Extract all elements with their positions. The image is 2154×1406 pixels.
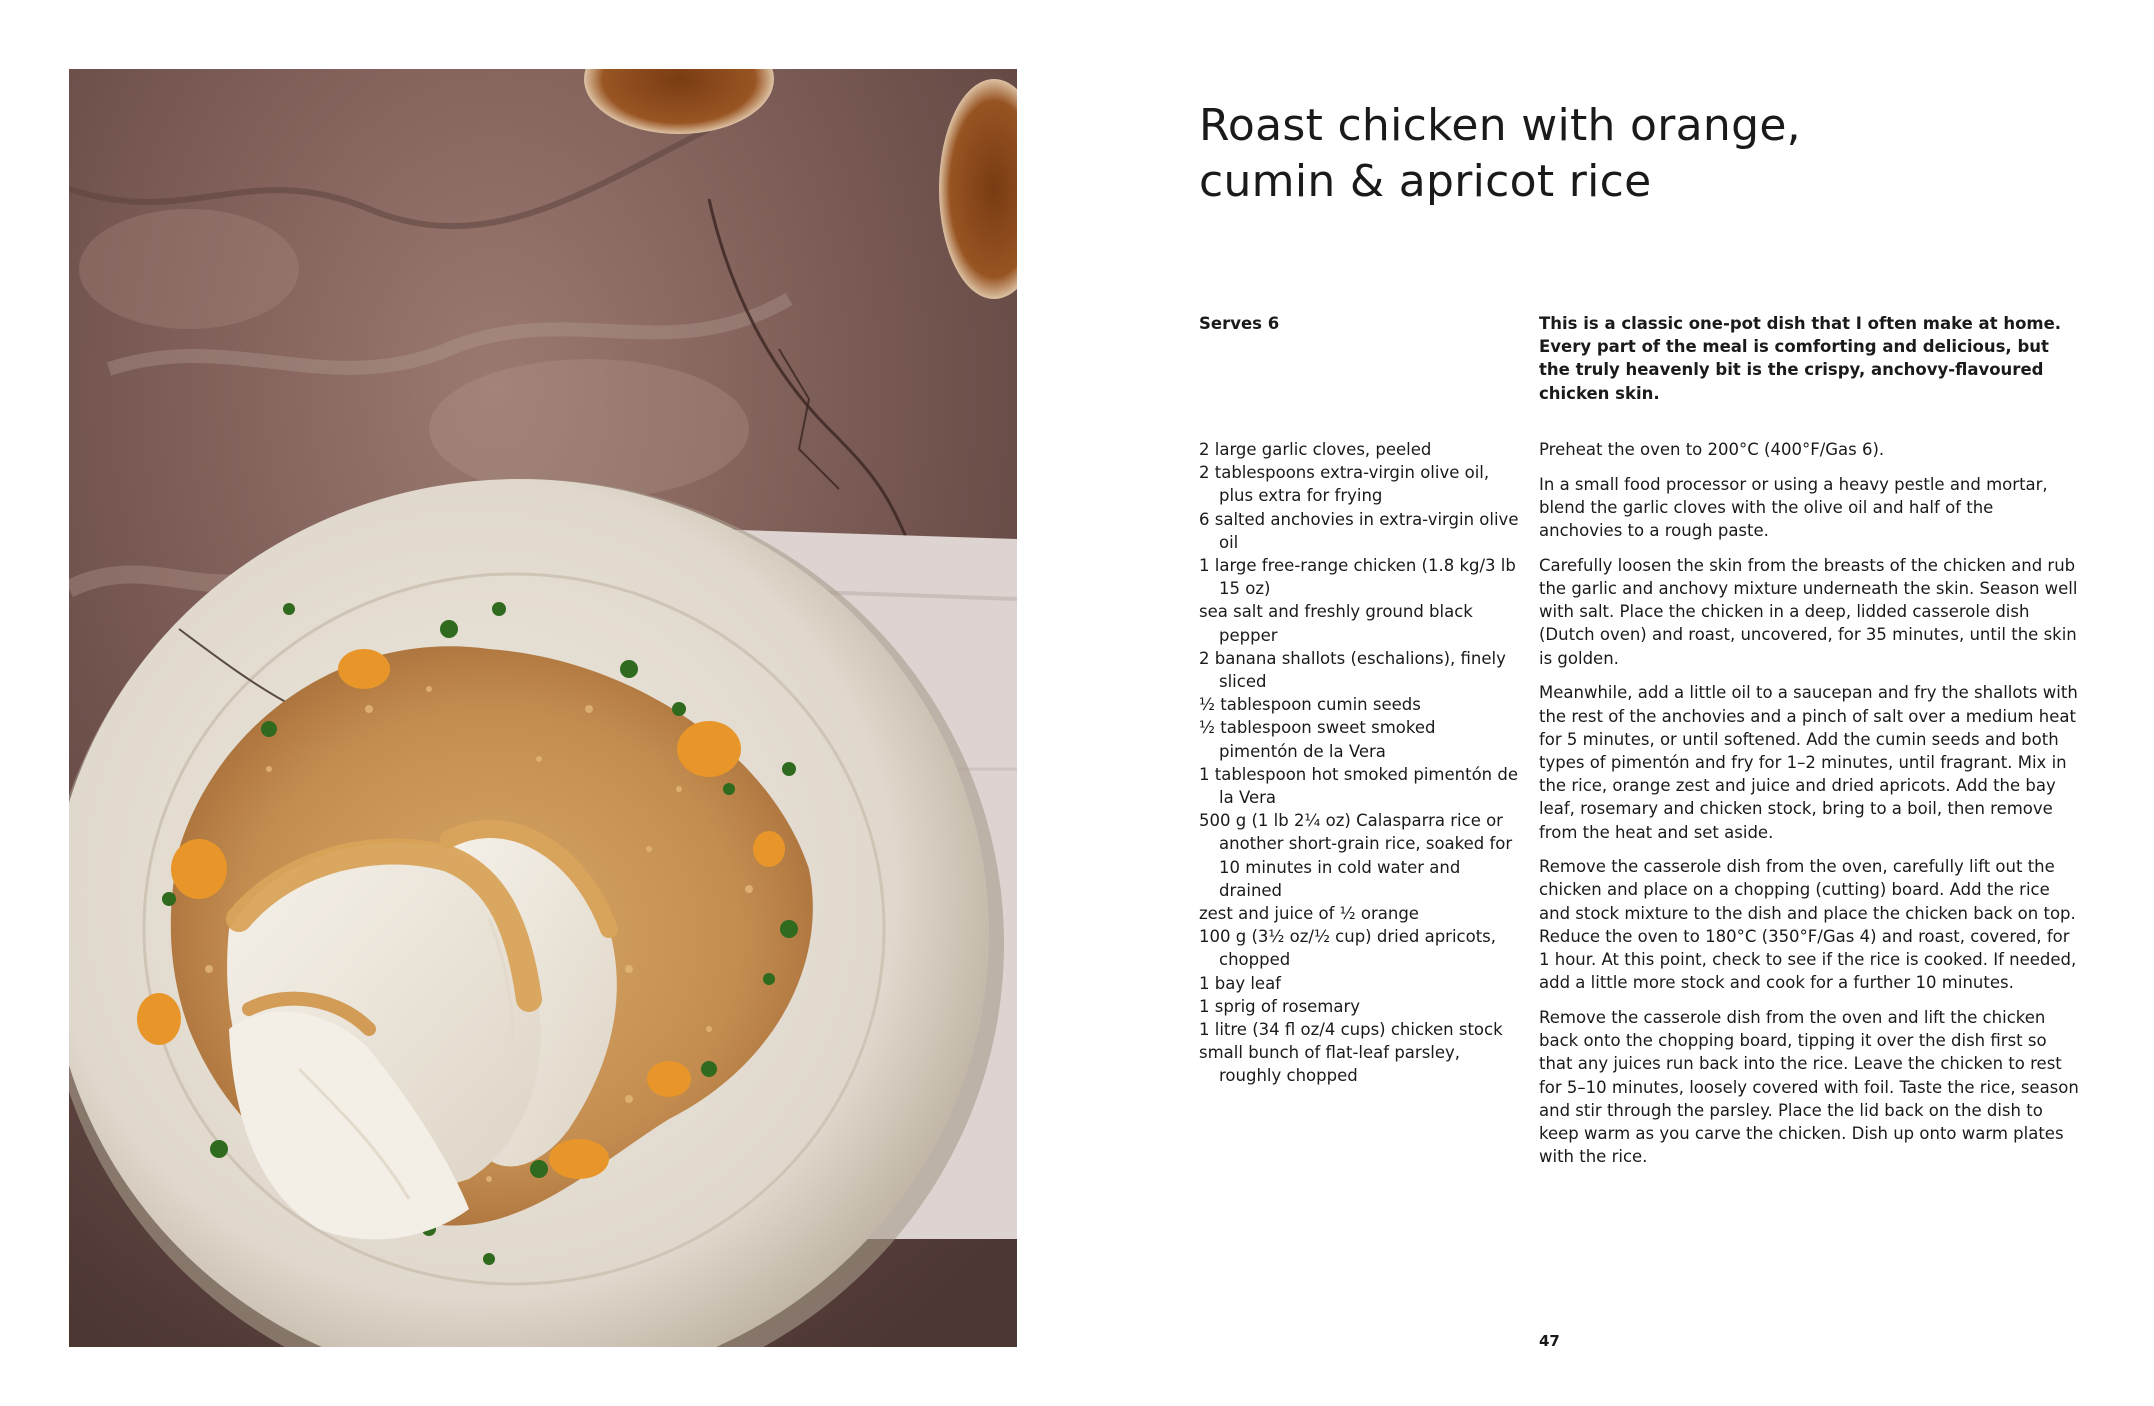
- page-number: 47: [1539, 1332, 1560, 1350]
- method-step: In a small food processor or using a heavy pestle and mortar, blend the garlic cloves with the olive oil and half of the anchovies to a rough paste.: [1539, 474, 2048, 541]
- ingredients-list: [1199, 438, 1519, 1088]
- ingredient-item: 1 litre (34 fl oz/4 cups) chicken stock: [1199, 1020, 1503, 1040]
- ingredient-item: 2 banana shallots (eschalions), finely sliced: [1199, 648, 1506, 692]
- ingredient-item: 1 sprig of rosemary: [1199, 996, 1361, 1016]
- roast-chicken-photo: [69, 69, 1017, 1347]
- ingredient-item: 1 tablespoon hot smoked pimentón de la Vera: [1199, 764, 1518, 808]
- ingredient-item: 2 tablespoons extra-virgin olive oil, plus extra for frying: [1199, 463, 1490, 506]
- ingredient-item: 1 large free-range chicken (1.8 kg/3 lb 15 oz): [1199, 556, 1516, 599]
- ingredient-item: zest and juice of ½ orange: [1199, 904, 1419, 924]
- ingredient-item: small bunch of flat-leaf parsley, roughly chopped: [1199, 1043, 1461, 1086]
- recipe-intro: This is a classic one-pot dish that I often make at home. Every part of the meal is comforting and delicious, but the truly heavenly bit is the crispy, anchovy-flavoured chicken skin.: [1539, 314, 2062, 403]
- title-line-1: Roast chicken with orange,: [1199, 100, 1801, 151]
- ingredient-item: 2 large garlic cloves, peeled: [1199, 440, 1432, 459]
- ingredient-item: 500 g (1 lb 2¼ oz) Calasparra rice or another short-grain rice, soaked for 10 minutes in cold water and drained: [1199, 811, 1513, 900]
- ingredient-item: 1 bay leaf: [1199, 973, 1281, 993]
- title-line-2: cumin & apricot rice: [1199, 156, 1652, 207]
- ingredient-item: sea salt and freshly ground black pepper: [1199, 602, 1473, 645]
- method-step: Meanwhile, add a little oil to a saucepan and fry the shallots with the rest of the anchovies and a pinch of salt over a medium heat for 5 minutes, or until softened. Add the cumin seeds and both types of pimentón and fry for 1–2 minutes, until fragrant. Mix in the rice, orange zest and juice and dried apricots. Add the bay leaf, rosemary and chicken stock, bring to a boil, then remove from the heat and set aside.: [1539, 683, 2078, 842]
- recipe-photo: [69, 69, 1017, 1347]
- method-step: Carefully loosen the skin from the breasts of the chicken and rub the garlic and anchovy mixture underneath the skin. Season well with salt. Place the chicken in a deep, lidded casserole dish (Dutch oven) and roast, uncovered, for 35 minutes, until the skin is golden.: [1539, 555, 2078, 668]
- method-step: Remove the casserole dish from the oven and lift the chicken back onto the chopping board, tipping it over the dish first so that any juices run back into the rice. Leave the chicken to rest for 5–10 minutes, loosely covered with foil. Taste the rice, season and stir through the parsley. Place the lid back on the dish to keep warm as you carve the chicken. Dish up onto warm plates with the rice.: [1539, 1007, 2079, 1167]
- ingredient-item: ½ tablespoon cumin seeds: [1199, 695, 1421, 715]
- recipe-title: [1199, 98, 1959, 210]
- method-steps: [1539, 438, 2079, 1180]
- ingredient-item: 100 g (3½ oz/½ cup) dried apricots, chopped: [1199, 927, 1497, 970]
- serves-label: Serves 6: [1199, 314, 1280, 333]
- method-step: Preheat the oven to 200°C (400°F/Gas 6).: [1539, 440, 1885, 459]
- ingredient-item: 6 salted anchovies in extra-virgin olive oil: [1199, 509, 1519, 552]
- method-step: Remove the casserole dish from the oven, carefully lift out the chicken and place on a chopping (cutting) board. Add the rice and stock mixture to the dish and place the chicken back on top. Reduce the oven to 180°C (350°F/Gas 4) and roast, covered, for 1 hour. At this point, check to see if the rice is cooked. If needed, add a little more stock and cook for a further 10 minutes.: [1539, 857, 2077, 993]
- ingredient-item: ½ tablespoon sweet smoked pimentón de la Vera: [1199, 718, 1436, 761]
